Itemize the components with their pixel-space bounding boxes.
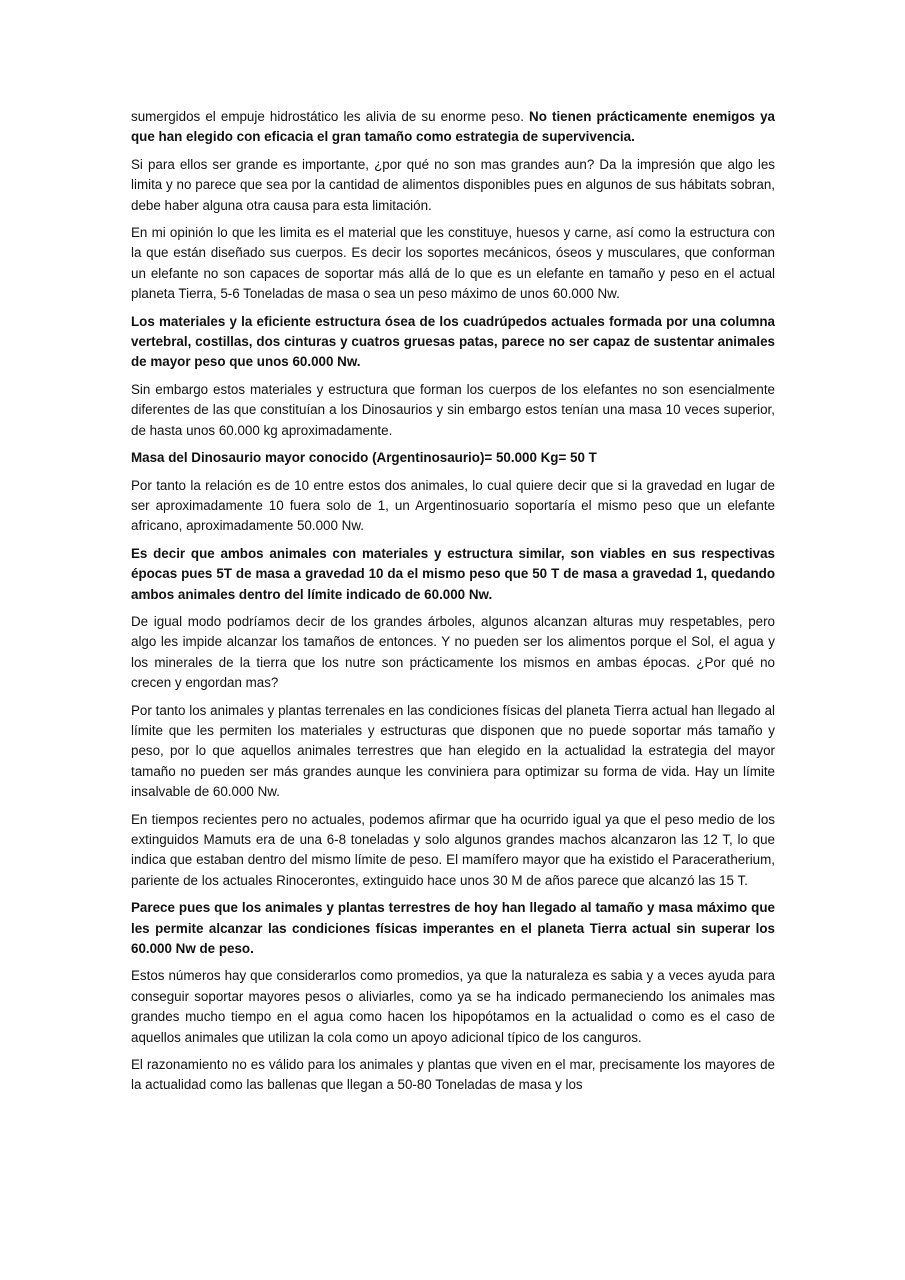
paragraph-1-regular: sumergidos el empuje hidrostático les alivia de su enorme peso. (131, 109, 530, 124)
paragraph-12: Parece pues que los animales y plantas terrestres de hoy han llegado al tamaño y masa máximo que les permite alcanzar las condiciones físicas imperantes en el planeta Tierra actual sin superar los 60.000 Nw de peso. (131, 900, 775, 957)
document-page (131, 107, 775, 1103)
paragraph-7: Por tanto la relación es de 10 entre estos dos animales, lo cual quiere decir que si la gravedad en lugar de ser aproximadamente 10 fuera solo de 1, un Argentinosuario soportaría el mismo peso que un elefante africano, aproximadamente 50.000 Nw. (131, 477, 775, 534)
paragraph-10: Por tanto los animales y plantas terrenales en las condiciones físicas del planeta Tierra actual han llegado al límite que les permiten los materiales y estructuras que disponen que no puede soportar más tamaño y peso, por lo que aquellos animales terrestres que han elegido en la actualidad la estrategia del mayor tamaño no pueden ser más grandes aunque les conviniera para optimizar su forma de vida. Hay un límite insalvable de 60.000 Nw. (131, 702, 775, 800)
paragraph-1-bold: No tienen prácticamente enemigos ya que han elegido con eficacia el gran tamaño como estrategia de supervivencia. (131, 109, 775, 145)
paragraph-4: Los materiales y la eficiente estructura ósea de los cuadrúpedos actuales formada por una columna vertebral, costillas, dos cinturas y cuatros gruesas patas, parece no ser capaz de sustentar animales de mayor peso que unos 60.000 Nw. (131, 313, 775, 370)
paragraph-11: En tiempos recientes pero no actuales, podemos afirmar que ha ocurrido igual ya que el peso medio de los extinguidos Mamuts era de una 6-8 toneladas y solo algunos grandes machos alcanzaron las 12 T, lo que indica que estaban dentro del mismo límite de peso. El mamífero mayor que ha existido el Paraceratherium, pariente de los actuales Rinocerontes, extinguido hace unos 30 M de años parece que alcanzó las 15 T. (131, 811, 775, 888)
paragraph-1 (131, 107, 775, 148)
paragraph-3: En mi opinión lo que les limita es el material que les constituye, huesos y carne, así como la estructura con la que están diseñado sus cuerpos. Es decir los soportes mecánicos, óseos y musculares, que conforman un elefante no son capaces de soportar más allá de lo que es un elefante en tamaño y peso en el actual planeta Tierra, 5-6 Toneladas de masa o sea un peso máximo de unos 60.000 Nw. (131, 225, 775, 302)
paragraph-13: Estos números hay que considerarlos como promedios, ya que la naturaleza es sabia y a veces ayuda para conseguir soportar mayores pesos o aliviarles, como ya se ha indicado permaneciendo los animales mas grandes mucho tiempo en el agua como hacen los hipopótamos en la actualidad o como es el caso de aquellos animales que utilizan la cola como un apoyo adicional típico de los canguros. (131, 968, 775, 1045)
paragraph-9: De igual modo podríamos decir de los grandes árboles, algunos alcanzan alturas muy respetables, pero algo les impide alcanzar los tamaños de entonces. Y no pueden ser los alimentos porque el Sol, el agua y los minerales de la tierra que los nutre son prácticamente los mismos en ambas épocas. ¿Por qué no crecen y engordan mas? (131, 613, 775, 691)
paragraph-5: Sin embargo estos materiales y estructura que forman los cuerpos de los elefantes no son esencialmente diferentes de las que constituían a los Dinosaurios y sin embargo estos tenían una masa 10 veces superior, de hasta unos 60.000 kg aproximadamente. (131, 381, 775, 438)
paragraph-2: Si para ellos ser grande es importante, ¿por qué no son mas grandes aun? Da la impresión que algo les limita y no parece que sea por la cantidad de alimentos disponibles pues en algunos de sus hábitats sobran, debe haber alguna otra causa para esta limitación. (131, 156, 775, 213)
paragraph-14: El razonamiento no es válido para los animales y plantas que viven en el mar, precisamente los mayores de la actualidad como las ballenas que llegan a 50-80 Toneladas de masa y los (131, 1057, 775, 1093)
paragraph-6: Masa del Dinosaurio mayor conocido (Argentinosaurio)= 50.000 Kg= 50 T (131, 450, 597, 466)
paragraph-8: Es decir que ambos animales con materiales y estructura similar, son viables en sus respectivas épocas pues 5T de masa a gravedad 10 da el mismo peso que 50 T de masa a gravedad 1, quedando ambos animales dentro del límite indicado de 60.000 Nw. (131, 545, 775, 602)
